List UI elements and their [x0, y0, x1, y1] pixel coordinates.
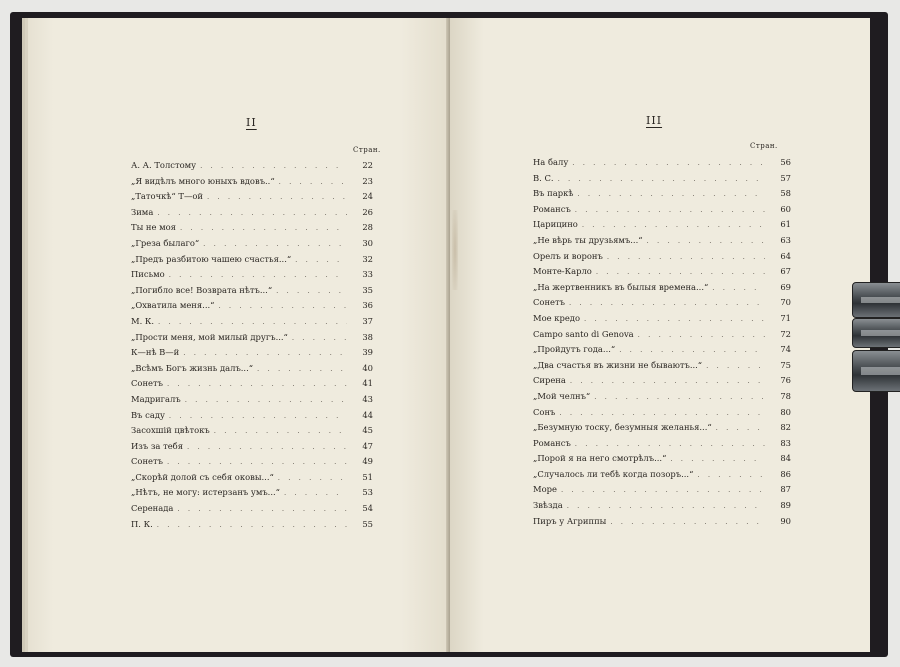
- dot-leader: [607, 250, 765, 266]
- toc-entry: [533, 358, 791, 374]
- dot-leader: [647, 234, 765, 250]
- toc-entry: [131, 517, 373, 533]
- toc-entry: [533, 389, 791, 405]
- toc-entry-title: Сирена: [533, 375, 566, 386]
- toc-entry: [131, 314, 373, 330]
- toc-entry-page: 55: [362, 518, 373, 529]
- toc-entry-title: К—нѣ В—й: [131, 347, 180, 358]
- toc-entry-title: „Я видѣлъ много юныхъ вдовъ..“: [131, 175, 275, 186]
- toc-entry-page: 67: [780, 266, 791, 277]
- toc-entry: [131, 345, 373, 361]
- dot-leader: [638, 328, 765, 344]
- toc-entry-page: 54: [362, 503, 373, 514]
- toc-entry: [533, 467, 791, 483]
- dot-leader: [670, 452, 765, 468]
- toc-entry-page: 83: [780, 437, 791, 448]
- toc-entry-title: „Погибло все! Возврата нѣтъ...“: [131, 284, 273, 295]
- toc-entry-title: „Пройдутъ года...“: [533, 344, 616, 355]
- toc-entry-page: 58: [780, 188, 791, 199]
- toc-entry-page: 36: [362, 300, 373, 311]
- page-column-header: Стран.: [750, 142, 778, 150]
- toc-entry-title: А. А. Толстому: [131, 160, 197, 170]
- toc-entry: [131, 205, 373, 221]
- dot-leader: [180, 221, 347, 237]
- toc-entry: [533, 295, 791, 311]
- toc-entry-title: Ты не моя: [131, 222, 176, 233]
- dot-leader: [157, 206, 347, 222]
- dot-leader: [278, 471, 347, 487]
- toc-entry-title: „Не вѣрь ты друзьямъ...“: [533, 234, 643, 245]
- dot-leader: [169, 409, 347, 425]
- toc-entry-page: 37: [362, 315, 373, 326]
- toc-entry-page: 30: [362, 237, 373, 248]
- right-page: [450, 18, 870, 652]
- toc-entry-page: 40: [362, 362, 373, 373]
- dot-leader: [559, 406, 765, 422]
- toc-entry-page: 44: [362, 409, 373, 420]
- toc-entry-page: 45: [362, 425, 373, 436]
- dot-leader: [561, 483, 765, 499]
- toc-entry: [131, 408, 373, 424]
- toc-entry: [533, 420, 791, 436]
- toc-entry: [533, 451, 791, 467]
- toc-entry: [533, 311, 791, 327]
- toc-entry-title: Мое кредо: [533, 312, 580, 323]
- toc-entry-title: Сонетъ: [131, 456, 163, 467]
- toc-entry: [131, 439, 373, 455]
- toc-entry-page: 53: [362, 487, 373, 498]
- toc-entry: [533, 280, 791, 296]
- toc-entry: [533, 233, 791, 249]
- toc-entry-page: 22: [362, 160, 373, 170]
- toc-entry: [533, 482, 791, 498]
- toc-entry-title: Засохшій цвѣтокъ: [131, 425, 210, 436]
- toc-entry: [533, 405, 791, 421]
- dot-leader: [594, 390, 765, 406]
- toc-entry-page: 28: [362, 222, 373, 233]
- toc-entry-page: 87: [780, 484, 791, 495]
- toc-entry-page: 47: [362, 440, 373, 451]
- toc-entry-title: „Греза былаго“: [131, 237, 200, 248]
- dot-leader: [207, 190, 347, 206]
- toc-entry-page: 63: [780, 234, 791, 245]
- toc-entry-title: На балу: [533, 157, 569, 167]
- toc-entry-page: 51: [362, 471, 373, 482]
- dot-leader: [619, 343, 765, 359]
- toc-entry-title: Сонетъ: [131, 378, 163, 389]
- dot-leader: [218, 299, 347, 315]
- toc-entry-title: „Прости меня, мой милый другъ...“: [131, 331, 288, 342]
- toc-entry: [533, 249, 791, 265]
- toc-entry: [533, 186, 791, 202]
- section-number: II: [246, 116, 257, 129]
- toc-entry-title: Въ саду: [131, 409, 165, 420]
- toc-entry: [131, 501, 373, 517]
- dot-leader: [200, 159, 347, 175]
- dot-leader: [295, 253, 347, 269]
- toc-entry-title: Пиръ у Агриппы: [533, 515, 607, 526]
- metal-clasp: [852, 282, 900, 318]
- dot-leader: [584, 312, 765, 328]
- toc-entry: [533, 217, 791, 233]
- toc-entry-page: 32: [362, 253, 373, 264]
- dot-leader: [558, 172, 765, 188]
- dot-leader: [706, 359, 765, 375]
- toc-entry-title: „На жертвенникъ въ былыя времена...“: [533, 281, 709, 292]
- toc-entry-title: „Охватила меня...“: [131, 300, 215, 311]
- toc-entry: [131, 361, 373, 377]
- toc-entry-page: 24: [362, 191, 373, 202]
- dot-leader: [276, 284, 347, 300]
- dot-leader: [572, 156, 765, 172]
- table-of-contents: [131, 158, 373, 532]
- toc-entry-page: 49: [362, 456, 373, 467]
- toc-entry-title: „Всѣмъ Богъ жизнь далъ...“: [131, 362, 254, 373]
- toc-entry-title: М. К.: [131, 315, 155, 326]
- dot-leader: [203, 237, 347, 253]
- toc-entry-title: Сонетъ: [533, 297, 565, 308]
- toc-entry: [131, 376, 373, 392]
- toc-entry-page: 80: [780, 406, 791, 417]
- dot-leader: [158, 315, 347, 331]
- toc-entry: [131, 470, 373, 486]
- page-stain: [452, 210, 458, 290]
- toc-entry-page: 38: [362, 331, 373, 342]
- dot-leader: [570, 374, 765, 390]
- left-page: [28, 18, 452, 652]
- toc-entry-page: 23: [362, 175, 373, 186]
- dot-leader: [575, 203, 765, 219]
- toc-entry: [533, 155, 791, 171]
- dot-leader: [157, 518, 347, 534]
- toc-entry-page: 39: [362, 347, 373, 358]
- toc-entry: [131, 454, 373, 470]
- toc-entry-title: Campo santo di Genova: [533, 328, 634, 339]
- toc-entry-title: „Предъ разбитою чашею счастья...“: [131, 253, 292, 264]
- dot-leader: [610, 515, 765, 531]
- toc-entry-title: Сонъ: [533, 406, 556, 417]
- toc-entry: [131, 298, 373, 314]
- dot-leader: [284, 486, 347, 502]
- page-column-header: Стран.: [353, 146, 381, 154]
- dot-leader: [187, 440, 347, 456]
- toc-entry-page: 64: [780, 250, 791, 261]
- section-number: III: [646, 114, 663, 127]
- table-of-contents: [533, 155, 791, 529]
- toc-entry-page: 70: [780, 297, 791, 308]
- dot-leader: [167, 377, 347, 393]
- toc-entry-title: „Два счастья въ жизни не бываютъ...“: [533, 359, 703, 370]
- dot-leader: [177, 502, 347, 518]
- toc-entry-page: 33: [362, 269, 373, 280]
- toc-entry-title: „Нѣтъ, не могу: истерзанъ умъ...“: [131, 487, 280, 498]
- toc-entry-title: „Безумную тоску, безумныя желанья...“: [533, 422, 712, 433]
- toc-entry-page: 90: [780, 515, 791, 526]
- toc-entry: [131, 220, 373, 236]
- toc-entry-page: 75: [780, 359, 791, 370]
- toc-entry: [131, 174, 373, 190]
- toc-entry-title: Зима: [131, 206, 154, 217]
- toc-entry: [131, 236, 373, 252]
- toc-entry-title: „Порой я на него смотрѣлъ...“: [533, 453, 667, 464]
- toc-entry: [131, 252, 373, 268]
- dot-leader: [569, 296, 765, 312]
- dot-leader: [697, 468, 765, 484]
- toc-entry: [533, 436, 791, 452]
- toc-entry-page: 82: [780, 422, 791, 433]
- toc-entry-page: 60: [780, 203, 791, 214]
- dot-leader: [167, 455, 347, 471]
- toc-entry-page: 72: [780, 328, 791, 339]
- toc-entry: [533, 514, 791, 530]
- toc-entry-title: Въ паркѣ: [533, 188, 574, 199]
- toc-entry-title: Море: [533, 484, 557, 495]
- toc-entry: [131, 485, 373, 501]
- toc-entry-page: 61: [780, 219, 791, 230]
- toc-entry: [131, 330, 373, 346]
- toc-entry: [533, 373, 791, 389]
- toc-entry-title: „Случалось ли тебѣ когда позоръ...“: [533, 468, 694, 479]
- toc-entry: [131, 267, 373, 283]
- toc-entry: [533, 171, 791, 187]
- toc-entry: [533, 498, 791, 514]
- toc-entry-page: 76: [780, 375, 791, 386]
- toc-entry-title: Звѣзда: [533, 500, 563, 511]
- dot-leader: [712, 281, 765, 297]
- toc-entry-page: 35: [362, 284, 373, 295]
- toc-entry-title: Царицино: [533, 219, 578, 230]
- dot-leader: [183, 346, 347, 362]
- toc-entry: [533, 202, 791, 218]
- toc-entry-page: 84: [780, 453, 791, 464]
- dot-leader: [567, 499, 765, 515]
- toc-entry-title: „Таточкѣ“ Т—ой: [131, 191, 203, 202]
- dot-leader: [575, 437, 765, 453]
- toc-entry-page: 86: [780, 468, 791, 479]
- toc-entry-page: 74: [780, 344, 791, 355]
- metal-clasp: [852, 350, 900, 392]
- toc-entry-page: 56: [780, 157, 791, 167]
- toc-entry: [131, 283, 373, 299]
- toc-entry-title: В. С.: [533, 172, 554, 183]
- dot-leader: [185, 393, 347, 409]
- toc-entry: [131, 158, 373, 174]
- toc-entry-title: „Мой челнъ“: [533, 390, 591, 401]
- dot-leader: [169, 268, 347, 284]
- toc-entry-title: Романсъ: [533, 203, 571, 214]
- toc-entry-title: „Скорѣй долой съ себя оковы...“: [131, 471, 274, 482]
- toc-entry-page: 57: [780, 172, 791, 183]
- dot-leader: [279, 175, 347, 191]
- dot-leader: [582, 218, 765, 234]
- toc-entry: [533, 342, 791, 358]
- toc-entry-title: Письмо: [131, 269, 165, 280]
- dot-leader: [716, 421, 765, 437]
- toc-entry-page: 69: [780, 281, 791, 292]
- dot-leader: [577, 187, 765, 203]
- toc-entry-title: Монте-Карло: [533, 266, 592, 277]
- toc-entry-page: 71: [780, 312, 791, 323]
- dot-leader: [292, 331, 347, 347]
- dot-leader: [214, 424, 347, 440]
- toc-entry-page: 43: [362, 393, 373, 404]
- dot-leader: [257, 362, 347, 378]
- toc-entry: [533, 327, 791, 343]
- metal-clasp: [852, 318, 900, 348]
- toc-entry: [131, 189, 373, 205]
- dot-leader: [596, 265, 765, 281]
- toc-entry-page: 41: [362, 378, 373, 389]
- toc-entry-page: 78: [780, 390, 791, 401]
- toc-entry-title: Изъ за тебя: [131, 440, 184, 451]
- toc-entry: [533, 264, 791, 280]
- toc-entry: [131, 423, 373, 439]
- toc-entry-title: Серенада: [131, 503, 174, 514]
- toc-entry-page: 26: [362, 206, 373, 217]
- toc-entry-title: Орелъ и воронъ: [533, 250, 603, 261]
- toc-entry: [131, 392, 373, 408]
- toc-entry-title: Романсъ: [533, 437, 571, 448]
- toc-entry-title: Мадригалъ: [131, 393, 181, 404]
- toc-entry-page: 89: [780, 500, 791, 511]
- toc-entry-title: П. К.: [131, 518, 153, 529]
